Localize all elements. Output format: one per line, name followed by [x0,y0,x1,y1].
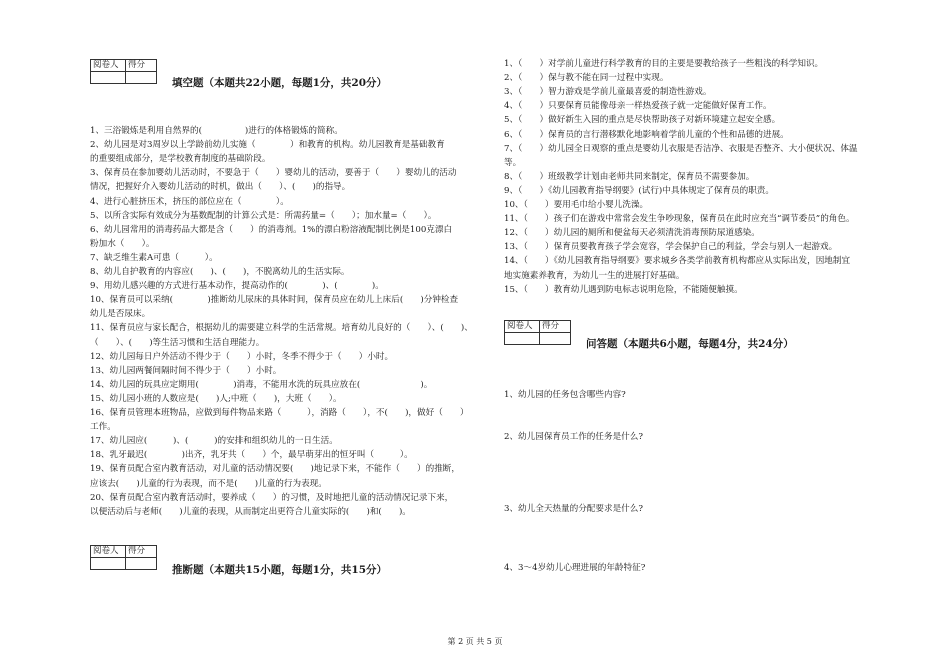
question-line: 10、保育员可以采纳( )推断幼儿尿床的具体时间，保育员应在幼儿上床后( )分钟检查 [90,295,459,306]
question-line: 6、（ ）保育员的言行潜移默化地影响着学前儿童的个性和品德的进展。 [504,129,789,140]
reviewer-label: 阅卷人 [505,321,540,333]
qa-section-title: 问答题（本题共6小题，每题4分，共24分） [586,338,794,350]
reviewer-label: 阅卷人 [91,60,126,72]
question-line: 以便活动后与老师( )儿童的表现，从而制定出更符合儿童实际的( )和( )。 [90,506,411,517]
score-box-judge [90,545,157,570]
score-box-fill [90,59,157,84]
qa-question-1: 1、幼儿园的任务包含哪些内容? [504,390,626,400]
question-line: 的重要组成部分，是学校教育制度的基础阶段。 [90,154,271,165]
question-line: 16、保育员管理本班物品，应做到每件物品来路（ ），消路（ ），不( )，做好（ ） [90,408,469,418]
question-line: 13、幼儿园两餐间隔时间不得少于（ ）小时。 [90,365,282,376]
judge-section-title: 推断题（本题共15小题，每题1分，共15分） [172,564,388,576]
question-line: 5、以所含实际有效成分为基数配制的计算公式是：所需药量=（ ）；加水量=（ ）。 [90,210,437,221]
question-line: 17、幼儿园应( )、( )的安排和组织幼儿的一日生活。 [90,436,338,447]
qa-question-2: 2、幼儿园保育员工作的任务是什么? [504,432,643,442]
question-line: 12、幼儿园每日户外活动不得少于（ ）小时，冬季不得少于（ ）小时。 [90,351,394,362]
qa-question-3: 3、幼儿全天热量的分配要求是什么? [504,504,643,514]
question-line: 8、幼儿自护教育的内容应( )、( )，不脱离幼儿的生活实际。 [90,267,350,277]
question-line: 14、幼儿园的玩具应定期用( )消毒，不能用水洗的玩具应放在( )。 [90,379,433,390]
question-line: 9、（ ）《幼儿园教育指导纲要》(试行)中具体规定了保育员的职责。 [504,185,774,196]
question-line: 等。 [504,157,522,168]
question-line: 13、（ ）保育员要教育孩子学会宽容，学会保护自己的利益，学会与别人一起游戏。 [504,242,838,253]
question-line: 1、（ ）对学前儿童进行科学教育的目的主要是要教给孩子一些粗浅的科学知识。 [504,59,824,69]
question-line: 12、（ ）幼儿园的厕所和便盆每天必须清洗消毒预防尿道感染。 [504,228,760,239]
score-label: 得分 [126,546,157,558]
question-line: 6、幼儿园常用的消毒药品大都是含（ ）的消毒剂。1%的漂白粉溶液配制比例是100克漂白 [90,224,453,235]
question-line: 18、乳牙最迟( )出齐，乳牙共（ ）个，最早萌芽出的恒牙叫（ ）。 [90,450,413,461]
question-line: 3、（ ）智力游戏是学前儿童最喜爱的制造性游戏。 [504,87,712,98]
score-label: 得分 [126,60,157,72]
question-line: 9、用幼儿感兴趣的方式进行基本动作，提高动作的( )、( )。 [90,281,384,292]
question-line: 幼儿是否尿床。 [90,309,151,320]
question-line: 1、三浴锻炼是利用自然界的( )进行的体格锻炼的简称。 [90,126,343,136]
page-footer: 第 2 页 共 5 页 [447,637,503,646]
question-line: 情况，把握好介入婴幼儿活动的时机，做出（ ）、( )的指导。 [90,182,351,193]
question-line: 粉加水（ ）。 [90,238,155,249]
reviewer-label: 阅卷人 [91,546,126,558]
question-line: 地实施素养教育，为幼儿一生的进展打好基础。 [504,270,685,281]
fill-section-title: 填空题（本题共22小题，每题1分，共20分） [172,77,388,89]
question-line: 工作。 [90,422,116,433]
question-line: 2、（ ）保与教不能在同一过程中实现。 [504,73,669,84]
question-line: （ ）、( )等生活习惯和生活自理能力。 [90,337,265,348]
question-line: 10、（ ）要用毛巾给小婴儿洗澡。 [504,200,649,210]
score-label: 得分 [540,321,571,333]
question-line: 8、（ ）班级教学计划由老师共同来制定，保育员不需要参加。 [504,171,755,182]
score-box-qa [504,320,571,345]
question-line: 2、幼儿园是对3周岁以上学龄前幼儿实施（ ）和教育的机构。幼儿园教育是基础教育 [90,140,445,151]
question-line: 15、幼儿园小班的人数应是( )人;中班（ )，大班（ ）。 [90,393,342,404]
question-line: 应该去( )儿童的行为表现，而不是( )儿童的行为表现。 [90,478,327,489]
question-line: 11、保育员应与家长配合，根据幼儿的需要建立科学的生活常规。培育幼儿良好的（ ）、( )、 [90,323,473,334]
question-line: 4、进行心脏挤压术，挤压的部位应在（ ）。 [90,196,289,207]
question-line: 11、（ ）孩子们在游戏中常常会发生争吵现象，保育员在此时应充当“调节委员”的角色。 [504,214,855,225]
question-line: 7、缺乏维生素A可患（ ）。 [90,252,218,263]
question-line: 5、（ ）做好新生入园的重点是尽快帮助孩子对新环境建立起安全感。 [504,115,781,126]
question-line: 14、（ ）《幼儿园教育指导纲要》要求城乡各类学前教育机构都应从实际出发，因地制宜 [504,256,851,267]
question-line: 15、（ ）教育幼儿遇到防电标志说明危险，不能随便触摸。 [504,284,743,295]
question-line: 3、保育员在参加婴幼儿活动时，不要急于（ ）婴幼儿的活动，要善于（ ）婴幼儿的活动 [90,168,457,179]
question-line: 19、保育员配合室内教育活动，对儿童的活动情况要( )地记录下来，不能作（ ）的推断， [90,464,460,475]
qa-question-4: 4、3～4岁幼儿心理进展的年龄特征? [504,563,646,573]
question-line: 7、（ ）幼儿园全日观察的重点是婴幼儿衣服是否洁净、衣服是否整齐、大小便状况、体温 [504,143,858,154]
question-line: 4、（ ）只要保育员能像母亲一样热爱孩子就一定能做好保育工作。 [504,101,772,112]
question-line: 20、保育员配合室内教育活动时，要养成（ ）的习惯，及时地把儿童的活动情况记录下来， [90,492,454,503]
